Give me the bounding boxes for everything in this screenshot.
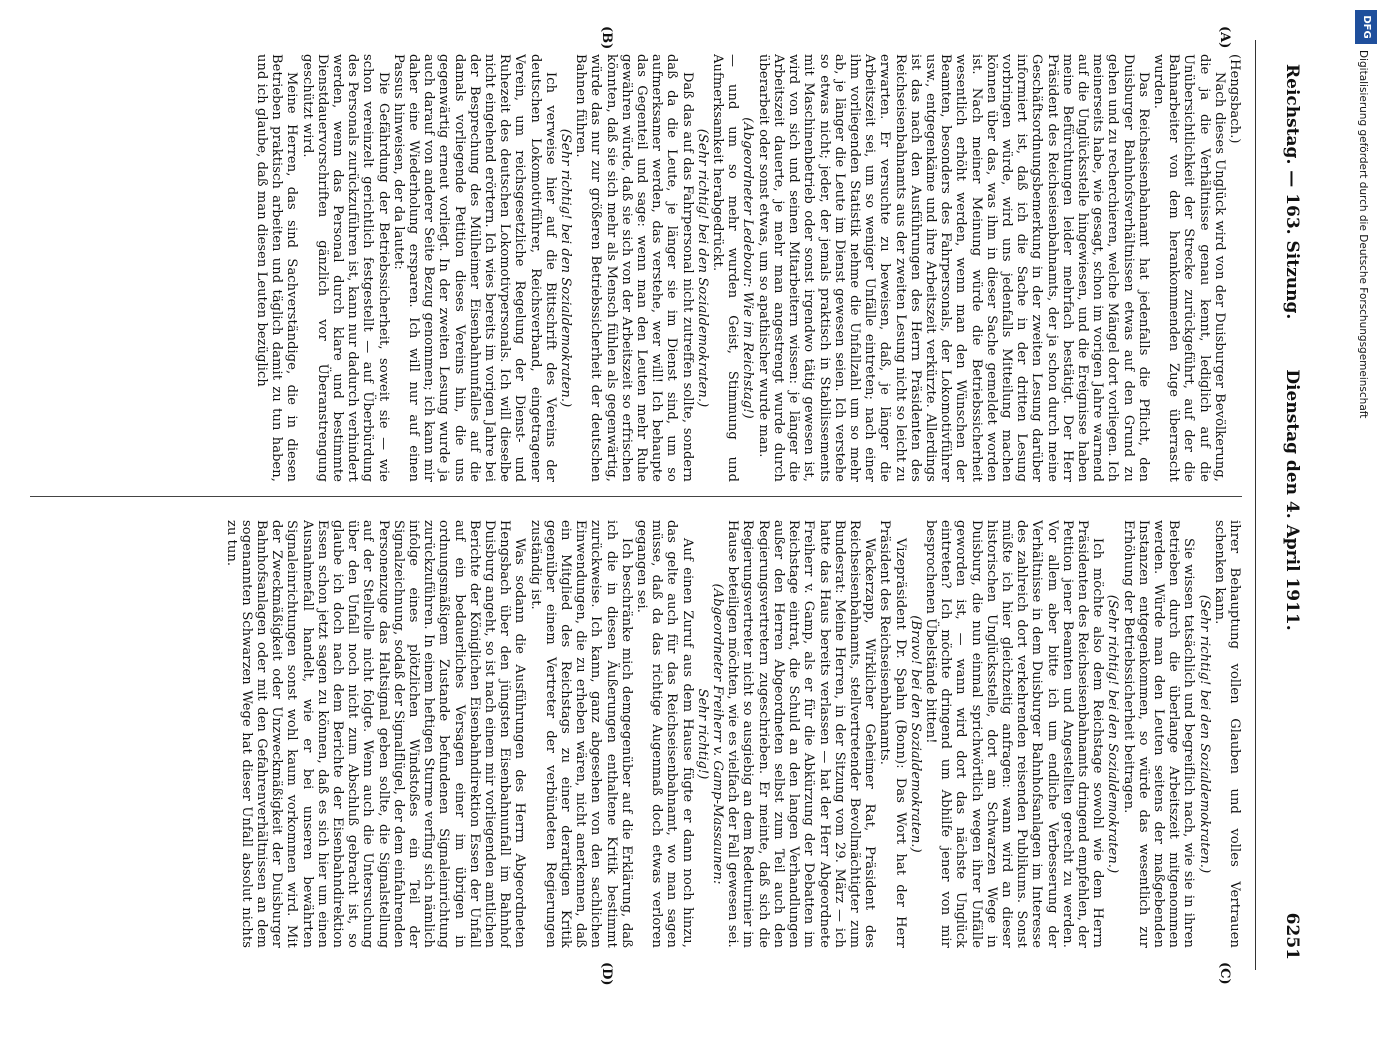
credit-text: Digitalisierung gefördert durch die Deutsche Forschungsgemeinschaft [1357,50,1369,419]
paragraph: ihrer Behauptung vollen Glauben und volles Vertrauen schenken kann. [1211,520,1242,948]
interjection: (Bravo! bei den Sozialdemokraten.) [907,615,923,853]
margin-mark-d: (D) [599,962,614,986]
margin-mark-a: (A) [1217,26,1232,49]
margin-mark-c: (C) [1217,962,1232,985]
paragraph: Ich verweise hier auf die Bittschrift des Vereins der deutschen Lokomotivführer, Reichsverband, eingetragener Verein, um reichsgesetzliche Regelung der Dienst- und Ruhezeit des deutschen Lokomotivpersonals. Ich will dieselbe nicht eingehend erörtern. Ich wies bereits im vorigen Jahre bei der Besprechung des Mülheimer Eisenbahnunfalles auf die damals vorliegende Petition dieses Vereins hin, die uns gegenwärtig erneut vorliegt. In der zweiten Lesung wurde ja auch darauf von anderer Seite Bezug genommen; ich kann mir daher eine Wiederholung ersparen. Ich will nur auf einen Passus hinweisen, der da lautet: [390,54,558,482]
dfg-logo: DFG [1355,10,1377,44]
paragraph: Meine Herren, das sind Sachverständige, die in diesen Betrieben praktisch arbeiten und täglich damit zu tun haben, und ich glaube, daß man diesen Leuten bezüglich [254,54,300,482]
page-header-left: Reichstag. — 163. Sitzung. [1282,64,1302,320]
paragraph: Ich beschränke mich demgegenüber auf die Erklärung, daß ich die in diesen Äußerungen enthaltene Kritik bestimmt zurückweise. Ich kann, ganz abgesehen von den sachlichen Einwendungen, die zu erheben wären, nicht anerkennen, daß ein Mitglied des Reichstags zu einer derartigen Kritik gegenüber einem Vertreter der verbündeten Regierungen zuständig ist. [527,520,634,948]
interjection: (Sehr richtig! bei den Sozialdemokraten.) [1196,594,1212,874]
interjection: (Abgeordneter Freiherr v. Gamp-Massaunen: [710,583,726,885]
interjection: (Sehr richtig! bei den Sozialdemokraten.) [694,128,710,408]
header-rule [1255,40,1256,970]
column-rule [30,496,1242,497]
interjection: (Abgeordneter Ledebour: Wie im Reichstag!) [740,117,756,419]
paragraph: Das Reichseisenbahnamt hat jedenfalls die Pflicht, den Duisburger Bahnhofsverhältnissen etwas auf den Grund zu gehen und zu recherchieren, welche Mängel dort vorliegen. Ich meinerseits habe, wie gesagt, schon im vorigen Jahre warnend auf die Unglücksstelle hingewiesen, und die Ereignisse haben meine Befürchtungen leider mehrfach bestätigt. Der Herr Präsident des Reichseisenbahnamts, der ja schon durch meine Geschäftsordnungsbemerkung in der zweiten Lesung darüber informiert ist, daß ich die Sache in der dritten Lesung vorbringen würde, wird uns jedenfalls Mitteilung machen können über das, was ihm in dieser Sache gemeldet worden ist. Nach meiner Meinung würde die Betriebssicherheit wesentlich erhöht werden, wenn man den Wünschen der Beamten, besonders des Fahrpersonals, der Lokomotivführer usw., entgegenkäme und ihre Arbeitszeit verkürzte. Allerdings ist das nach den Ausführungen des Herrn Präsidenten des Reichseisenbahnamts aus der zweiten Lesung nicht so leicht zu erwarten. Er versuchte zu beweisen, daß, je länger die Arbeitszeit sei, um so weniger Unfälle eintreten; nach einer ihm vorliegenden Statistik nehme die Unfallzahl um so mehr ab, je länger die Leute im Dienst gewesen seien. Ich verstehe so etwas nicht; jeder, der jemals praktisch in Stabilissements mit Maschinenbetrieb oder sonst irgendwo tätig gewesen ist, wird von sich und seinen Mitarbeitern wissen: je länger die Arbeitszeit dauerte, je mehr man angestrengt wurde durch überarbeit oder sonst etwas, um so apathischer wurde man. [755,54,1151,482]
paragraph: Was sodann die Ausführungen des Herrn Abgeordneten Hengsbach über den jüngsten Eisenbahnunfall im Bahnhof Duisburg angeht, so ist nach einem mir vorliegenden amtlichen Berichte der Königlichen Eisenbahndirektion Essen der Unfall auf ein bedauerliches Versagen einer im übrigen in ordnungsmäßigem Zustande befundenen Signaleinrichtung zurückzuführen. In einem heftigen Sturme verfing sich nämlich infolge eines plötzlichen Windstoßes ein Teil der Signalzeichnung, sodaß der Signalflügel, der dem einfahrenden Personenzuge das Haltsignal geben sollte, die Signalstellung auf der Stellrolle nicht folgte. Wenn auch die Untersuchung über den Unfall noch nicht zum Abschluß gebracht ist, so glaube ich doch nach dem Berichte der Eisenbahndirektion Essen schon jetzt sagen zu können, daß es sich hier um einen Ausnahmefall handelt, wie er bei unseren bewährten Signaleinrichtungen sonst wohl kaum vorkommen wird. Mit der Zweckmäßigkeit oder Unzweckmäßigkeit der Duisburger Bahnhofsanlagen oder mit den Gefahrenverhältnissen an dem sogenannten Schwarzen Wege hat dieser Unfall absolut nichts zu tun. [223,520,528,948]
page-header-date: Dienstag den 4. April 1911. [1282,369,1302,631]
speaker-paragraph: Vizepräsident Dr. Spahn (Bonn): Das Wort hat der Herr Präsident des Reichseisenbahnamts. [877,520,908,948]
funder-credit [1352,6,1378,996]
margin-mark-b: (B) [599,26,614,50]
speaker-paragraph: Wackerzapp, Wirklicher Geheimer Rat, Präsident des Reichseisenbahnamts, stellvertretender Bevollmächtigter zum Bundesrat: Meine Herren, in der Sitzung vom 29. März — ich hatte das Haus bereits verlassen — hat der Herr Abgeordnete Freiherr v. Gamp, als er für die Abkürzung der Debatten im Reichstage eintrat, die Schuld an den langen Verhandlungen außer den Herren Abgeordneten selbst zum Teil auch den Regierungsvertretern zugeschrieben. Er meinte, daß sich die Regierungsvertreter nicht so ausgiebig an dem Redeturnier im Hause beteiligen möchten, wie es vielfach der Fall gewesen sei. [725,520,878,948]
paragraph: Daß das auf das Fahrpersonal nicht zutreffen sollte, sondern daß da die Leute, je länger sie im Dienst sind, um so aufmerksamer werden, das verstehe, wer will! Ich behaupte das Gegenteil und sage: wenn man den Leuten mehr Ruhe gewähren würde, daß sie sich von der Arbeitszeit so erfrischen könnten, daß sie sich mehr als Mensch fühlen als gegenwärtig, würde das nur zur größeren Betriebssicherheit der deutschen Bahnen führen. [573,54,695,482]
paragraph: Auf einen Zuruf aus dem Hause fügte er dann noch hinzu, das gelte auch für das Reichseisenbahnamt, wo man sagen müsse, daß da das richtige Augenmaß doch etwas verloren gegangen sei. [634,520,695,948]
page-number: 6251 [1282,912,1302,960]
left-column [32,54,1242,482]
paragraph: Ich möchte also dem Reichstage sowohl wie dem Herrn Präsidenten des Reichseisenbahnamts dringend empfehlen, der Petition jener Beamten und Angestellten gerecht zu werden. Vor allem aber bitte ich um endliche Verbesserung der Verhältnisse in dem Duisburger Bahnhofsanlagen im Interesse des zahlreich dort verkehrenden reisenden Publikums. Sonst müßte ich hier gleichzeitig anfragen: wann wird an dieser historischen Unglücksstelle, dort am Schwarzen Wege in Duisburg, die nun einmal sprichwörtlich wegen ihrer Unfälle geworden ist, — wann wird dort das nächste Unglück eintreten? Ich möchte dringend um Abhilfe jener von mir besprochenen Übelstände bitten! [922,520,1106,948]
paragraph: (Hengsbach.) [1227,54,1242,144]
interjection: Sehr richtig!) [694,688,710,780]
paragraph: — und um so mehr wurden Geist, Stimmung und Aufmerksamkeit herabgedrückt. [710,54,741,482]
interjection: (Sehr richtig! bei den Sozialdemokraten.) [1105,594,1121,874]
paragraph: Sie wissen tatsächlich und begreiflich nach, wie sie in ihren Betrieben durch die überlange Arbeitszeit mitgenommen werden. Würde man den Leuten seitens der maßgebenden Instanzen entgegenkommen, so würde das wesentlich zur Erhöhung der Betriebssicherheit beitragen. [1120,520,1197,948]
right-column [32,520,1242,948]
quotation: Die Gefährdung der Betriebssicherheit, soweit sie — wie schon vereinzelt gerichtlich festgestellt — auf Überbürdung des Personals zurückzuführen ist, kann nur dadurch verhindert werden, wenn das Personal durch klare und bestimmte Dienstdauervorschriften gänzlich vor Überanstrengung geschützt wird. [299,54,391,482]
paragraph: Nach dieses Unglück wird von der Duisburger Bevölkerung, die ja die Verhältnisse genau kennt, lediglich auf die Unübersichtlichkeit der Strecke zurückgeführt, auf der die Bahnarbeiter von dem herankommenden Zuge überrascht wurden. [1150,54,1227,482]
interjection: (Sehr richtig! bei den Sozialdemokraten.) [558,128,574,408]
